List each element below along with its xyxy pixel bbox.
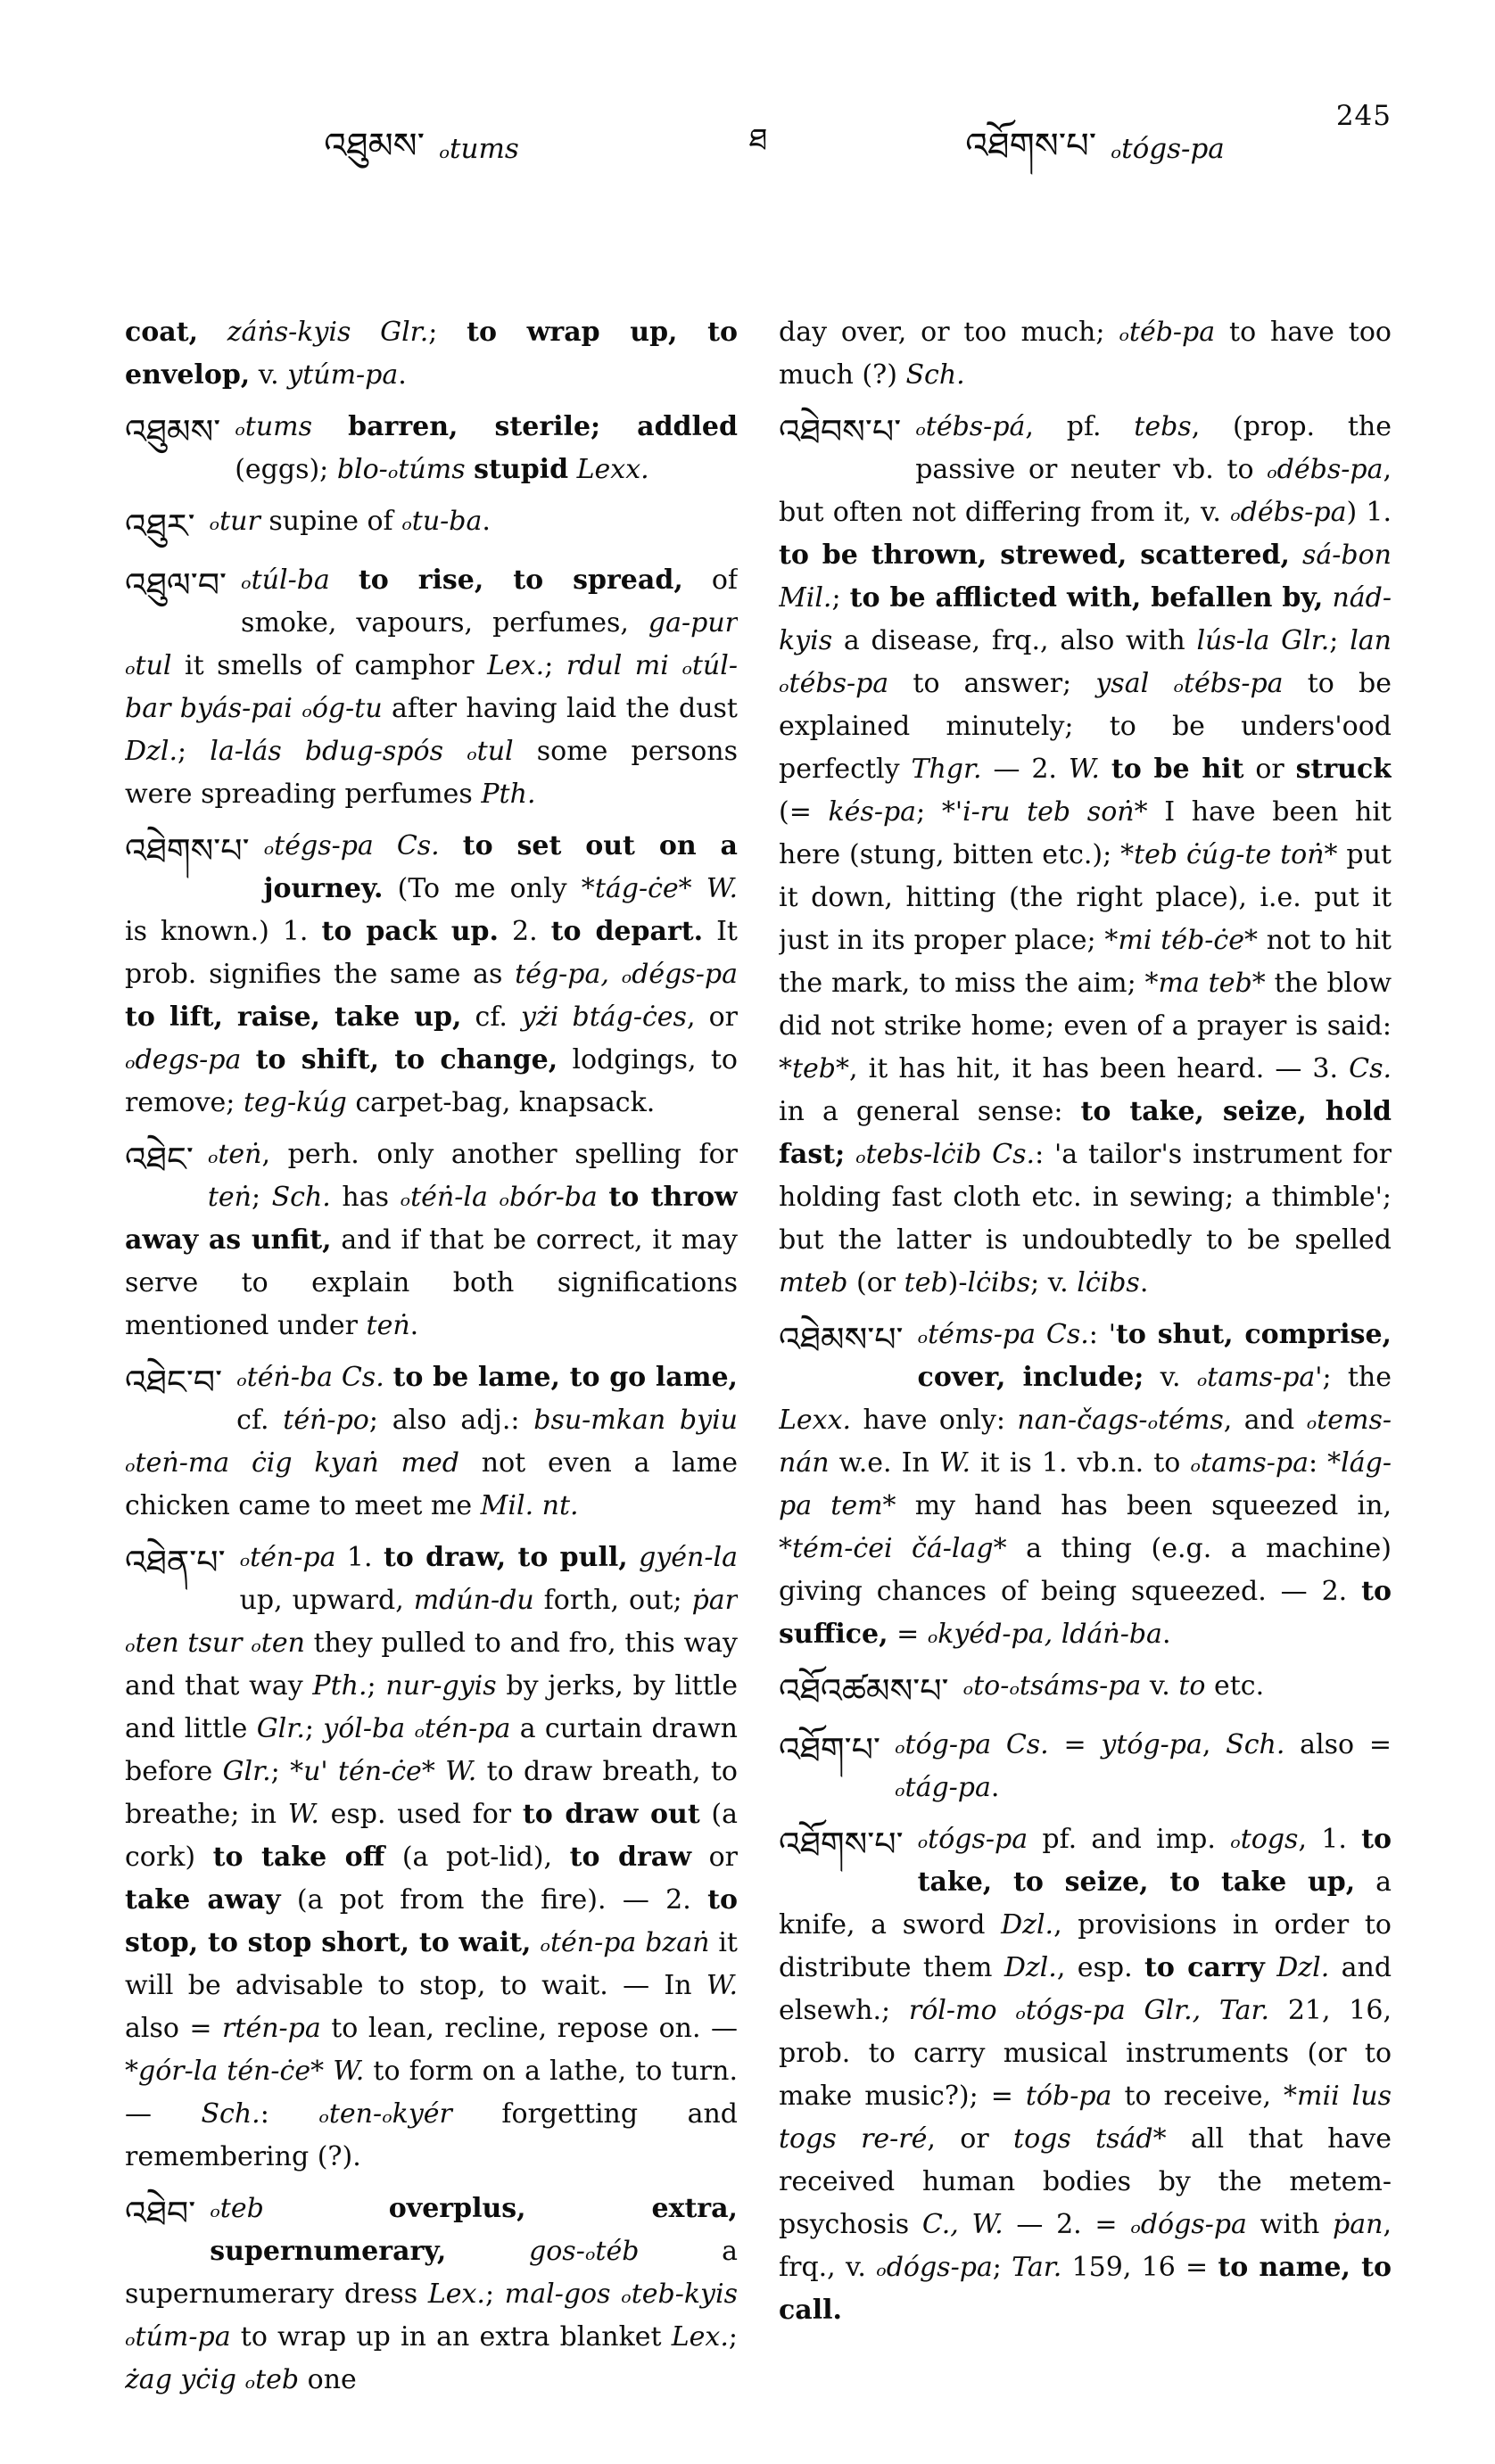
- dictionary-entry: [125, 500, 738, 550]
- entry-text: ₒtúl-ba to rise, to spread, of smoke, vapours, perfumes, ga-pur ₒtul it smells of camphor Lex.; rdul mi ₒtúl-bar byás-pai ₒóg-tu after having laid the dust Dzl.; la-lás bdug-spós ₒtul some persons were spreading perfumes Pth.: [125, 564, 738, 810]
- entry-text: coat, záṅs-kyis Glr.; to wrap up, to envelop, v. ytúm-pa.: [125, 317, 738, 391]
- dictionary-entry: [779, 1818, 1392, 2332]
- header-right-tibetan: འཐོགས་པ་: [965, 126, 1097, 167]
- entry-text: ₒteṅ, perh. only another spelling for teṅ; Sch. has ₒtéṅ-la ₒbór-ba to throw away as unfit, and if that be correct, it may serve to explain both significations mentioned under teṅ.: [125, 1139, 738, 1341]
- dictionary-entry: [779, 311, 1392, 397]
- page-header: [125, 100, 1392, 206]
- header-right-translit: ₒtógs-pa: [1111, 133, 1225, 165]
- tibetan-headword: འཐེམས་པ་: [779, 1320, 904, 1359]
- tibetan-headword: འཐོའཚམས་པ་: [779, 1671, 949, 1710]
- entry-text: ₒtógs-pa pf. and imp. ₒtogs, 1. to take, to seize, to take up, a knife, a sword Dzl., provisions in order to distribute them Dzl., esp. to carry Dzl. and elsewh.; ról-mo ₒtógs-pa Glr., Tar. 21, 16, prob. to carry musical instruments (or to make music?); = tób-pa to receive, *mii lus togs re-ré, or togs tsád* all that have received human bodies by the metem-psychosis C., W. — 2. = ₒdógs-pa with ṗan, frq., v. ₒdógs-pa; Tar. 159, 16 = to name, to call.: [779, 1824, 1392, 2326]
- entry-text: ₒtébs-pá, pf. tebs, (prop. the passive or neuter vb. to ₒdébs-pa, but often not differing from it, v. ₒdébs-pa) 1. to be thrown, strewed, scattered, sá-bon Mil.; to be afflicted with, befallen by, nád-kyis a disease, frq., also with lús-la Glr.; lan ₒtébs-pa to answer; ysal ₒtébs-pa to be explained minutely; to be unders'ood perfectly Thgr. — 2. W. to be hit or struck (= kés-pa; *'i-ru teb soṅ* I have been hit here (stung, bitten etc.); *teb ċúg-te toṅ* put it down, hitting (the right place), i.e. put it just in its proper place; *mi téb-ċe* not to hit the mark, to miss the aim; *ma teb* the blow did not strike home; even of a prayer is said: *teb*, it has hit, it has been heard. — 3. Cs. in a general sense: to take, seize, hold fast; ₒtebs-lċib Cs.: 'a tailor's instrument for holding fast cloth etc. in sewing; a thimble'; but the latter is undoubtedly to be spelled mteb (or teb)-lċibs; v. lċibs.: [779, 411, 1392, 1298]
- entry-text: ₒtur supine of ₒtu-ba.: [209, 506, 491, 537]
- tibetan-headword: འཐུམས་: [125, 412, 221, 451]
- tibetan-headword: འཐུལ་བ་: [125, 565, 227, 605]
- entry-text: ₒtéms-pa Cs.: 'to shut, comprise, cover, include; v. ₒtams-pa'; the Lexx. have only: nan-čags-ₒtéms, and ₒtems-nán w.e. In W. it is 1. vb.n. to ₒtams-pa: *lág-pa tem* my hand has been squeezed in, *tém-ċei čá-lag* a thing (e.g. a machine) giving chances of being squeezed. — 2. to suffice, = ₒkyéd-pa, ldáṅ-ba.: [779, 1319, 1392, 1650]
- dictionary-entry: [125, 825, 738, 1125]
- tibetan-headword: འཐོག་པ་: [779, 1730, 880, 1769]
- tibetan-headword: འཐེབས་པ་: [779, 412, 902, 451]
- header-center-letter: ཐ: [748, 122, 768, 158]
- tibetan-headword: འཐོགས་པ་: [779, 1825, 904, 1864]
- dictionary-entry: [779, 1724, 1392, 1809]
- entry-text: ₒto-ₒtsáms-pa v. to etc.: [962, 1670, 1265, 1702]
- left-column: [125, 311, 738, 2410]
- header-left-translit: ₒtums: [439, 133, 519, 165]
- dictionary-entry: [125, 1356, 738, 1528]
- page-number: 245: [1335, 100, 1392, 132]
- entry-text: ₒteb overplus, extra, supernumerary, gos-ₒtéb a supernumerary dress Lex.; mal-gos ₒteb-kyis ₒtúm-pa to wrap up in an extra blanket Lex.; żag yċig ₒteb one: [125, 2193, 738, 2395]
- entry-text: ₒtéṅ-ba Cs. to be lame, to go lame, cf. téṅ-po; also adj.: bsu-mkan byiu ₒteṅ-ma ċig kyaṅ med not even a lame chicken came to meet me Mil. nt.: [125, 1362, 738, 1521]
- tibetan-headword: འཐེན་པ་: [125, 1543, 226, 1582]
- dictionary-entry: [779, 1314, 1392, 1656]
- header-left-tibetan: འཐུམས་: [324, 126, 425, 167]
- text-columns: [125, 311, 1392, 2410]
- dictionary-entry: [125, 2188, 738, 2402]
- tibetan-headword: འཐེང་བ་: [125, 1363, 223, 1402]
- tibetan-headword: འཐུར་: [125, 507, 195, 546]
- header-left-guideword: [125, 105, 718, 206]
- dictionary-entry: [125, 311, 738, 397]
- entry-text: ₒtums barren, sterile; addled (eggs); blo-ₒtúms stupid Lexx.: [235, 411, 738, 485]
- header-right-guideword: [798, 105, 1392, 206]
- dictionary-entry: [779, 1665, 1392, 1715]
- entry-text: ₒtén-pa 1. to draw, to pull, gyén-la up, upward, mdún-du forth, out; ṗar ₒten tsur ₒten they pulled to and fro, this way and that way Pth.; nur-gyis by jerks, by little and little Glr.; yól-ba ₒtén-pa a curtain drawn before Glr.; *u' tén-ċe* W. to draw breath, to breathe; in W. esp. used for to draw out (a cork) to take off (a pot-lid), to draw or take away (a pot from the fire). — 2. to stop, to stop short, to wait, ₒtén-pa bzaṅ it will be advisable to stop, to wait. — In W. also = rtén-pa to lean, recline, repose on. — *gór-la tén-ċe* W. to form on a lathe, to turn. — Sch.: ₒten-ₒkyér forgetting and remembering (?).: [125, 1542, 738, 2172]
- right-column: [779, 311, 1392, 2410]
- dictionary-entry: [125, 559, 738, 816]
- tibetan-headword: འཐེབ་: [125, 2194, 196, 2233]
- tibetan-headword: འཐེགས་པ་: [125, 831, 250, 870]
- entry-text: day over, or too much; ₒtéb-pa to have too much (?) Sch.: [779, 317, 1392, 391]
- tibetan-headword: འཐེང་: [125, 1140, 194, 1179]
- dictionary-entry: [779, 406, 1392, 1305]
- entry-text: ₒtóg-pa Cs. = ytóg-pa, Sch. also = ₒtág-pa.: [894, 1729, 1392, 1803]
- dictionary-entry: [125, 1537, 738, 2179]
- dictionary-entry: [125, 406, 738, 491]
- dictionary-entry: [125, 1133, 738, 1347]
- entry-text: ₒtégs-pa Cs. to set out on a journey. (To me only *tág-ċe* W. is known.) 1. to pack up. 2. to depart. It prob. signifies the same as tég-pa, ₒdégs-pa to lift, raise, take up, cf. yżi btág-ċes, or ₒdegs-pa to shift, to change, lodgings, to remove; teg-kúg carpet-bag, knapsack.: [125, 830, 738, 1118]
